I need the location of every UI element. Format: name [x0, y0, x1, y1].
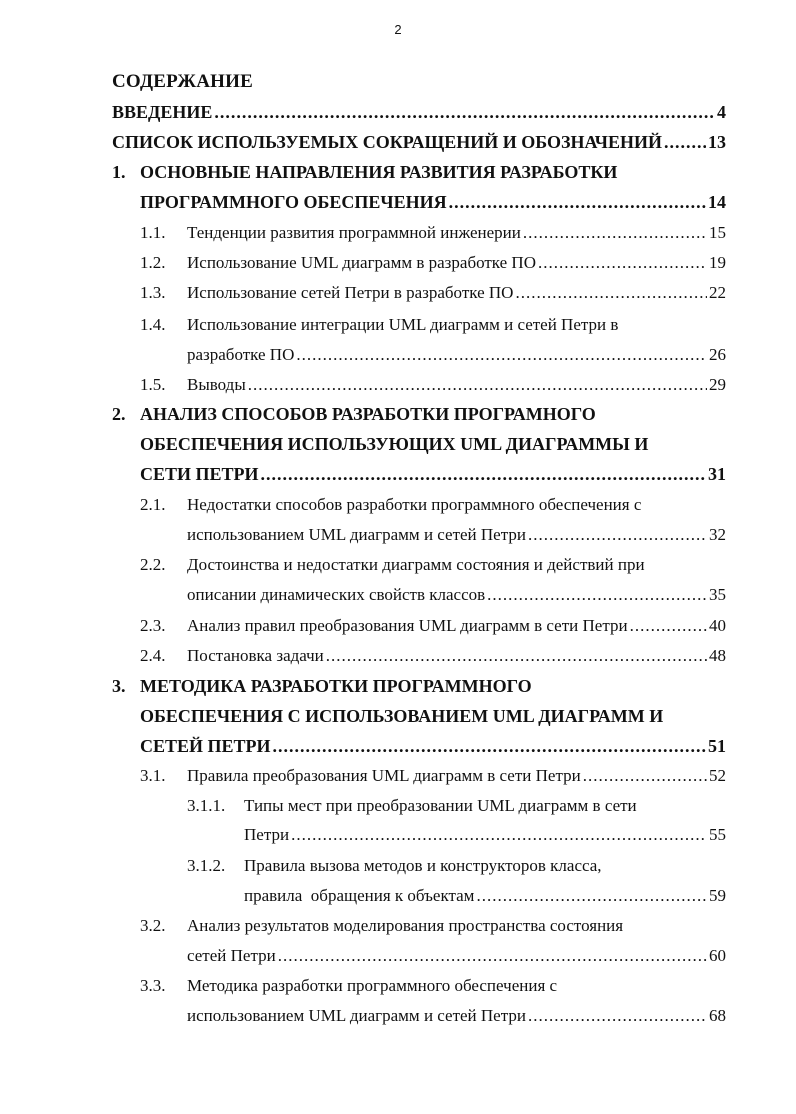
section-number: 1.4. [140, 315, 166, 334]
toc-entry-subsection[interactable] [244, 883, 726, 909]
toc-entry-abbreviations[interactable] [112, 129, 726, 155]
toc-entry-page: 15 [709, 223, 726, 242]
leader-dots [326, 643, 707, 669]
toc-entry-section[interactable] [187, 582, 726, 608]
page-number: 2 [394, 22, 402, 37]
toc-entry-title: разработке ПО [187, 345, 295, 364]
toc-entry-section[interactable] [187, 522, 726, 548]
toc-entry-title: СЕТИ ПЕТРИ [140, 464, 259, 484]
section-number: 3.2. [140, 916, 166, 935]
toc-entry-chapter-3[interactable] [140, 733, 726, 759]
chapter-number: 3. [112, 676, 126, 696]
toc-entry-title: сетей Петри [187, 946, 276, 965]
section-number: 2.3. [140, 616, 166, 635]
toc-entry-section[interactable] [187, 613, 726, 639]
toc-entry-subsection[interactable] [244, 822, 726, 848]
leader-dots [528, 1003, 707, 1029]
leader-dots [476, 883, 707, 909]
subsection-number: 3.1.2. [187, 856, 226, 875]
toc-entry-section[interactable] [187, 280, 726, 306]
chapter-title-line[interactable]: ОСНОВНЫЕ НАПРАВЛЕНИЯ РАЗВИТИЯ РАЗРАБОТКИ [140, 162, 618, 182]
toc-entry-title: Использование UML диаграмм в разработке ПО [187, 253, 536, 272]
toc-entry-title: Тенденции развития программной инженерии [187, 223, 521, 242]
toc-entry-title: ПРОГРАММНОГО ОБЕСПЕЧЕНИЯ [140, 192, 447, 212]
chapter-title-line[interactable]: ОБЕСПЕЧЕНИЯ ИСПОЛЬЗУЮЩИХ UML ДИАГРАММЫ И [140, 434, 649, 454]
toc-entry-page: 68 [709, 1006, 726, 1025]
toc-entry-title: Использование сетей Петри в разработке ПО [187, 283, 514, 302]
chapter-title-line[interactable]: МЕТОДИКА РАЗРАБОТКИ ПРОГРАММНОГО [140, 676, 532, 696]
toc-entry-page: 60 [709, 946, 726, 965]
toc-entry-page: 32 [709, 525, 726, 544]
leader-dots [630, 613, 707, 639]
toc-entry-page: 22 [709, 283, 726, 302]
section-number: 3.3. [140, 976, 166, 995]
leader-dots [528, 522, 707, 548]
section-title-line[interactable]: Методика разработки программного обеспечения с [187, 976, 558, 995]
subsection-number: 3.1.1. [187, 796, 226, 815]
toc-entry-page: 59 [709, 886, 726, 905]
section-number: 2.2. [140, 555, 166, 574]
subsection-title-line[interactable]: Типы мест при преобразовании UML диаграмм в сети [244, 796, 637, 815]
toc-entry-page: 55 [709, 825, 726, 844]
toc-entry-section[interactable] [187, 220, 726, 246]
toc-entry-page: 40 [709, 616, 726, 635]
toc-entry-section[interactable] [187, 250, 726, 276]
toc-entry-title: ВВЕДЕНИЕ [112, 102, 213, 122]
chapter-title-line[interactable]: АНАЛИЗ СПОСОБОВ РАЗРАБОТКИ ПРОГРАМНОГО [140, 404, 596, 424]
leader-dots [583, 763, 707, 789]
section-number: 1.1. [140, 223, 166, 242]
toc-entry-section[interactable] [187, 342, 726, 368]
subsection-title-line[interactable]: Правила вызова методов и конструкторов класса, [244, 856, 602, 875]
toc-entry-section[interactable] [187, 1003, 726, 1029]
leader-dots [449, 189, 706, 215]
leader-dots [515, 280, 707, 306]
leader-dots [538, 250, 707, 276]
toc-entry-section[interactable] [187, 643, 726, 669]
leader-dots [291, 822, 707, 848]
toc-entry-title: использованием UML диаграмм и сетей Петри [187, 525, 526, 544]
leader-dots [248, 372, 707, 398]
toc-entry-section[interactable] [187, 372, 726, 398]
section-title-line[interactable]: Анализ результатов моделирования пространства состояния [187, 916, 624, 935]
leader-dots [664, 129, 706, 155]
leader-dots [523, 220, 707, 246]
section-title-line[interactable]: Недостатки способов разработки программного обеспечения с [187, 495, 642, 514]
leader-dots [273, 733, 706, 759]
chapter-number: 2. [112, 404, 126, 424]
toc-entry-page: 4 [717, 102, 726, 122]
leader-dots [487, 582, 707, 608]
toc-entry-title: СЕТЕЙ ПЕТРИ [140, 736, 271, 756]
toc-entry-title: описании динамических свойств классов [187, 585, 486, 604]
section-number: 3.1. [140, 766, 166, 785]
section-title-line[interactable]: Использование интеграции UML диаграмм и сетей Петри в [187, 315, 619, 334]
toc-entry-title: Петри [244, 825, 290, 844]
toc-entry-page: 19 [709, 253, 726, 272]
leader-dots [296, 342, 707, 368]
toc-entry-page: 13 [708, 132, 726, 152]
toc-entry-section[interactable] [187, 943, 726, 969]
toc-heading: СОДЕРЖАНИЕ [112, 71, 253, 92]
toc-entry-title: Выводы [187, 375, 246, 394]
section-number: 1.2. [140, 253, 166, 272]
toc-entry-page: 52 [709, 766, 726, 785]
toc-entry-page: 35 [709, 585, 726, 604]
toc-entry-intro[interactable] [112, 99, 726, 125]
toc-entry-page: 48 [709, 646, 726, 665]
toc-entry-page: 29 [709, 375, 726, 394]
chapter-title-line[interactable]: ОБЕСПЕЧЕНИЯ С ИСПОЛЬЗОВАНИЕМ UML ДИАГРАММ И [140, 706, 664, 726]
toc-entry-title: Анализ правил преобразования UML диаграмм в сети Петри [187, 616, 628, 635]
leader-dots [261, 461, 706, 487]
toc-entry-chapter-1[interactable] [140, 189, 726, 215]
toc-entry-page: 14 [708, 192, 726, 212]
toc-entry-chapter-2[interactable] [140, 461, 726, 487]
toc-entry-title: использованием UML диаграмм и сетей Петри [187, 1006, 526, 1025]
section-title-line[interactable]: Достоинства и недостатки диаграмм состояния и действий при [187, 555, 645, 574]
leader-dots [278, 943, 707, 969]
section-number: 2.4. [140, 646, 166, 665]
section-number: 1.3. [140, 283, 166, 302]
chapter-number: 1. [112, 162, 126, 182]
toc-entry-title: СПИСОК ИСПОЛЬЗУЕМЫХ СОКРАЩЕНИЙ И ОБОЗНАЧЕНИЙ [112, 132, 663, 152]
section-number: 1.5. [140, 375, 166, 394]
leader-dots [214, 99, 715, 125]
toc-entry-page: 31 [708, 464, 726, 484]
toc-entry-title: правила обращения к объектам [244, 886, 475, 905]
toc-entry-title: Постановка задачи [187, 646, 324, 665]
section-number: 2.1. [140, 495, 166, 514]
toc-entry-section[interactable] [187, 763, 726, 789]
toc-entry-title: Правила преобразования UML диаграмм в сети Петри [187, 766, 581, 785]
toc-entry-page: 26 [709, 345, 726, 364]
toc-entry-page: 51 [708, 736, 726, 756]
